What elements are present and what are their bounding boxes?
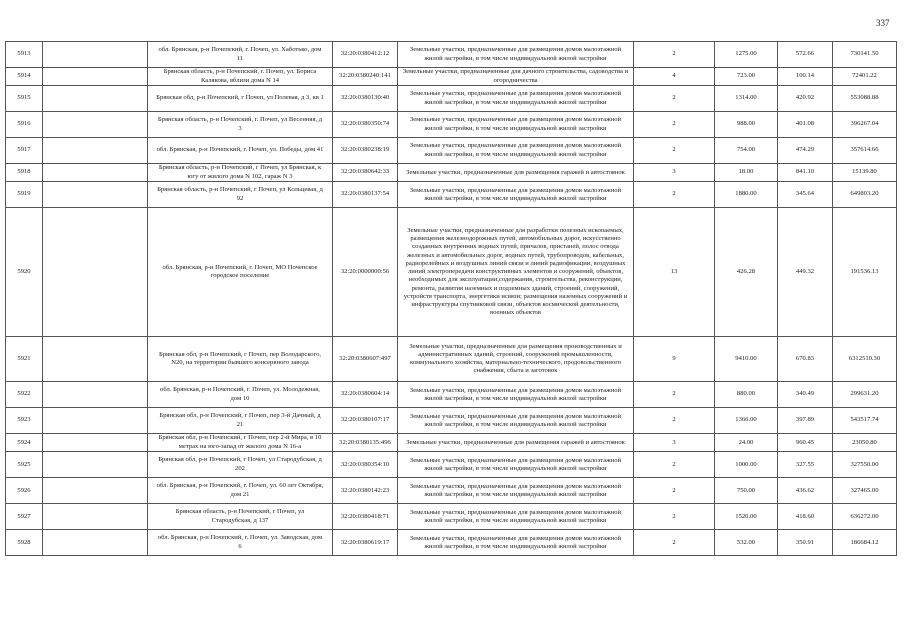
table-row [6, 164, 897, 182]
area-cell: 18.00 [715, 164, 778, 182]
address-cell: Брянская обл, р-н Почепский, г Почеп, пер 2-й Мира, в 10 метрах на юго-запад от жилого дома N 16-а [148, 434, 333, 452]
use-group-cell: 3 [634, 434, 715, 452]
address-cell: обл. Брянская, р-н Почепский, г. Почеп, ул. Победы, дом 41 [148, 138, 333, 164]
row-number-cell: 5923 [6, 408, 43, 434]
row-number-cell: 5917 [6, 138, 43, 164]
specific-value-cell: 327.55 [778, 452, 833, 478]
land-use-cell: Земельные участки, предназначенные для размещения домов малоэтажной жилой застройки, в том числе индивидуальной жилой застройки [398, 112, 634, 138]
cadastral-value-cell: 730141.50 [833, 42, 897, 68]
cadastral-value-cell: 327465.00 [833, 478, 897, 504]
cadastral-number-cell: 32:20:0380642:33 [333, 164, 398, 182]
cadastral-value-cell: 191536.13 [833, 208, 897, 337]
area-cell: 723.00 [715, 68, 778, 86]
cadastral-number-cell: 32:20:0380418:71 [333, 504, 398, 530]
cadastral-value-cell: 553088.88 [833, 86, 897, 112]
spacer-cell [43, 408, 148, 434]
cadastral-value-cell: 396267.04 [833, 112, 897, 138]
use-group-cell: 2 [634, 530, 715, 556]
area-cell: 880.00 [715, 382, 778, 408]
address-cell: Брянская обл, р-н Почепский, г Почеп, пер Володарского, N20, на территории бывшего консервного завода [148, 337, 333, 382]
cadastral-value-cell: 186684.12 [833, 530, 897, 556]
cadastral-number-cell: 32:20:0000000:56 [333, 208, 398, 337]
cadastral-value-cell: 327550.00 [833, 452, 897, 478]
address-cell: Брянская обл, р-н Почепский, г Почеп, ул Полевая, д 3, кв 1 [148, 86, 333, 112]
row-number-cell: 5916 [6, 112, 43, 138]
use-group-cell: 2 [634, 42, 715, 68]
use-group-cell: 4 [634, 68, 715, 86]
area-cell: 1520.00 [715, 504, 778, 530]
area-cell: 9410.00 [715, 337, 778, 382]
table-body [6, 42, 897, 556]
row-number-cell: 5918 [6, 164, 43, 182]
cadastral-value-cell: 6312510.30 [833, 337, 897, 382]
use-group-cell: 2 [634, 86, 715, 112]
cadastral-number-cell: 32:20:0380107:17 [333, 408, 398, 434]
address-cell: обл. Брянская, р-н Почепский, г. Почеп, МО Почепское городское поселение [148, 208, 333, 337]
cadastral-number-cell: 32:20:0380350:74 [333, 112, 398, 138]
area-cell: 24.00 [715, 434, 778, 452]
cadastral-value-cell: 649803.20 [833, 182, 897, 208]
specific-value-cell: 474.29 [778, 138, 833, 164]
use-group-cell: 2 [634, 182, 715, 208]
address-cell: обл. Брянская, р-н Почепский, г. Почеп, ул. 60 лет Октября, дом 21 [148, 478, 333, 504]
cadastral-value-cell: 72401.22 [833, 68, 897, 86]
land-use-cell: Земельные участки, предназначенные для размещения домов малоэтажной жилой застройки, в том числе индивидуальной жилой застройки [398, 382, 634, 408]
cadastral-number-cell: 32:20:0380354:10 [333, 452, 398, 478]
cadastral-number-cell: 32:20:0380238:19 [333, 138, 398, 164]
area-cell: 1880.00 [715, 182, 778, 208]
spacer-cell [43, 434, 148, 452]
page-number: 337 [876, 18, 890, 28]
address-cell: Брянская область, р-н Почепский, г. Почеп, ул. Бориса Калякова, вблизи дома N 14 [148, 68, 333, 86]
land-use-cell: Земельные участки, предназначенные для размещения гаражей и автостоянок [398, 434, 634, 452]
area-cell: 754.00 [715, 138, 778, 164]
table-row [6, 452, 897, 478]
land-use-cell: Земельные участки, предназначенные для размещения домов малоэтажной жилой застройки, в том числе индивидуальной жилой застройки [398, 138, 634, 164]
spacer-cell [43, 42, 148, 68]
row-number-cell: 5922 [6, 382, 43, 408]
area-cell: 426.28 [715, 208, 778, 337]
land-use-cell: Земельные участки, предназначенные для размещения домов малоэтажной жилой застройки, в том числе индивидуальной жилой застройки [398, 504, 634, 530]
land-use-cell: Земельные участки, предназначенные для размещения домов малоэтажной жилой застройки, в том числе индивидуальной жилой застройки [398, 452, 634, 478]
specific-value-cell: 397.89 [778, 408, 833, 434]
address-cell: Брянская область, р-н Почепский, г. Почеп, ул Весенняя, д 3 [148, 112, 333, 138]
use-group-cell: 2 [634, 478, 715, 504]
use-group-cell: 2 [634, 382, 715, 408]
row-number-cell: 5919 [6, 182, 43, 208]
table-row [6, 42, 897, 68]
use-group-cell: 2 [634, 112, 715, 138]
cadastral-number-cell: 32:20:0380130:40 [333, 86, 398, 112]
table-row [6, 434, 897, 452]
specific-value-cell: 401.08 [778, 112, 833, 138]
cadastral-value-cell: 636272.00 [833, 504, 897, 530]
land-use-cell: Земельные участки, предназначенные для размещения домов малоэтажной жилой застройки, в том числе индивидуальной жилой застройки [398, 408, 634, 434]
area-cell: 532.00 [715, 530, 778, 556]
land-use-cell: Земельные участки, предназначенные для размещения домов малоэтажной жилой застройки, в том числе индивидуальной жилой застройки [398, 478, 634, 504]
land-use-cell: Земельные участки, предназначенные для размещения домов малоэтажной жилой застройки, в том числе индивидуальной жилой застройки [398, 182, 634, 208]
land-use-cell: Земельные участки, предназначенные для разработки полезных ископаемых, размещения железнодорожных путей, автомобильных дорог, искусственно созданных внутренних водных путей, причалов, пристаней, полос отвода железных и автомобильных дорог, водных путей, трубопроводов, кабельных, радиорелейных и воздушных линий связи и линий радиофикации, воздушных линий электропередачи конструктивных элементов и сооружений, объектов, необходимых для эксплуатации,содержания, строительства, реконструкции, ремонта, развития наземных и подземных зданий, строений, сооружений, устройств транспорта, энергетики исвязи; размещения наземных сооружений и инфраструктуры спутниковой связи, объектов космической деятельности, военных объектов [398, 208, 634, 337]
specific-value-cell: 100.14 [778, 68, 833, 86]
cadastral-value-cell: 299631.20 [833, 382, 897, 408]
table-row [6, 382, 897, 408]
use-group-cell: 2 [634, 408, 715, 434]
use-group-cell: 2 [634, 138, 715, 164]
specific-value-cell: 841.10 [778, 164, 833, 182]
cadastral-value-cell: 357614.66 [833, 138, 897, 164]
area-cell: 988.00 [715, 112, 778, 138]
table-row [6, 182, 897, 208]
cadastral-number-cell: 32:20:0380135:496 [333, 434, 398, 452]
spacer-cell [43, 112, 148, 138]
use-group-cell: 2 [634, 452, 715, 478]
cadastral-value-cell: 543517.74 [833, 408, 897, 434]
row-number-cell: 5927 [6, 504, 43, 530]
area-cell: 1000.00 [715, 452, 778, 478]
use-group-cell: 3 [634, 164, 715, 182]
table-row [6, 478, 897, 504]
table-row [6, 68, 897, 86]
cadastral-number-cell: 32:20:0380604:14 [333, 382, 398, 408]
cadastral-number-cell: 32:20:0380619:17 [333, 530, 398, 556]
table-row [6, 86, 897, 112]
table-row [6, 208, 897, 337]
cadastral-value-table [5, 41, 897, 556]
specific-value-cell: 436.62 [778, 478, 833, 504]
spacer-cell [43, 68, 148, 86]
address-cell: обл. Брянская, р-н Почепский, г. Почеп, ул. Заводская, дом 6 [148, 530, 333, 556]
cadastral-value-cell: 23050.80 [833, 434, 897, 452]
specific-value-cell: 670.83 [778, 337, 833, 382]
specific-value-cell: 960.45 [778, 434, 833, 452]
spacer-cell [43, 337, 148, 382]
table-row [6, 504, 897, 530]
area-cell: 1366.00 [715, 408, 778, 434]
address-cell: Брянская обл, р-н Почепский, г Почеп, пер 3-й Дачный, д 21 [148, 408, 333, 434]
cadastral-number-cell: 32:20:0380137:54 [333, 182, 398, 208]
spacer-cell [43, 182, 148, 208]
table-row [6, 112, 897, 138]
row-number-cell: 5928 [6, 530, 43, 556]
spacer-cell [43, 478, 148, 504]
land-use-cell: Земельные участки, предназначенные для размещения домов малоэтажной жилой застройки, в том числе индивидуальной жилой застройки [398, 86, 634, 112]
use-group-cell: 13 [634, 208, 715, 337]
spacer-cell [43, 504, 148, 530]
table-row [6, 530, 897, 556]
table-row [6, 337, 897, 382]
spacer-cell [43, 452, 148, 478]
area-cell: 1314.00 [715, 86, 778, 112]
row-number-cell: 5924 [6, 434, 43, 452]
cadastral-number-cell: 32:20:0380607:497 [333, 337, 398, 382]
area-cell: 1275.00 [715, 42, 778, 68]
spacer-cell [43, 530, 148, 556]
address-cell: Брянская обл, р-н Почепский, г Почеп, ул Стародубская, д 202 [148, 452, 333, 478]
cadastral-value-cell: 15139.80 [833, 164, 897, 182]
area-cell: 750.00 [715, 478, 778, 504]
use-group-cell: 2 [634, 504, 715, 530]
specific-value-cell: 350.91 [778, 530, 833, 556]
use-group-cell: 9 [634, 337, 715, 382]
specific-value-cell: 418.60 [778, 504, 833, 530]
land-use-cell: Земельные участки, предназначенные для дачного строительства, садоводства и огородничества [398, 68, 634, 86]
land-use-cell: Земельные участки, предназначенные для размещения гаражей и автостоянок [398, 164, 634, 182]
spacer-cell [43, 164, 148, 182]
cadastral-number-cell: 32:20:0380142:23 [333, 478, 398, 504]
spacer-cell [43, 382, 148, 408]
address-cell: обл. Брянская, р-н Почепский, г. Почеп, ул. Молодежная, дом 10 [148, 382, 333, 408]
specific-value-cell: 449.32 [778, 208, 833, 337]
cadastral-number-cell: 32:20:0380412:12 [333, 42, 398, 68]
specific-value-cell: 572.66 [778, 42, 833, 68]
land-use-cell: Земельные участки, предназначенные для размещения домов малоэтажной жилой застройки, в том числе индивидуальной жилой застройки [398, 530, 634, 556]
spacer-cell [43, 138, 148, 164]
row-number-cell: 5920 [6, 208, 43, 337]
address-cell: Брянская область, р-н Почепский, г Почеп, ул Брянская, к югу от жилого дома N 102, гараж N 3 [148, 164, 333, 182]
row-number-cell: 5913 [6, 42, 43, 68]
specific-value-cell: 420.92 [778, 86, 833, 112]
table-row [6, 408, 897, 434]
table-row [6, 138, 897, 164]
row-number-cell: 5921 [6, 337, 43, 382]
row-number-cell: 5925 [6, 452, 43, 478]
address-cell: обл. Брянская, р-н Почепский, г. Почеп, ул. Хаботько, дом 11 [148, 42, 333, 68]
row-number-cell: 5926 [6, 478, 43, 504]
land-use-cell: Земельные участки, предназначенные для размещения домов малоэтажной жилой застройки, в том числе индивидуальной жилой застройки [398, 42, 634, 68]
specific-value-cell: 340.49 [778, 382, 833, 408]
specific-value-cell: 345.64 [778, 182, 833, 208]
spacer-cell [43, 208, 148, 337]
address-cell: Брянская область, р-н Почепский, г Почеп, ул Стародубская, д 137 [148, 504, 333, 530]
land-use-cell: Земельные участки, предназначенные для размещения производственных и административных зданий, строений, сооружений промышленности, коммунального хозяйства, материально-технического, продовольственного снабжения, сбыта и заготовок [398, 337, 634, 382]
address-cell: Брянская область, р-н Почепский, г Почеп, ул Кольцевая, д 92 [148, 182, 333, 208]
row-number-cell: 5915 [6, 86, 43, 112]
cadastral-number-cell: 32:20:0380240:141 [333, 68, 398, 86]
spacer-cell [43, 86, 148, 112]
row-number-cell: 5914 [6, 68, 43, 86]
